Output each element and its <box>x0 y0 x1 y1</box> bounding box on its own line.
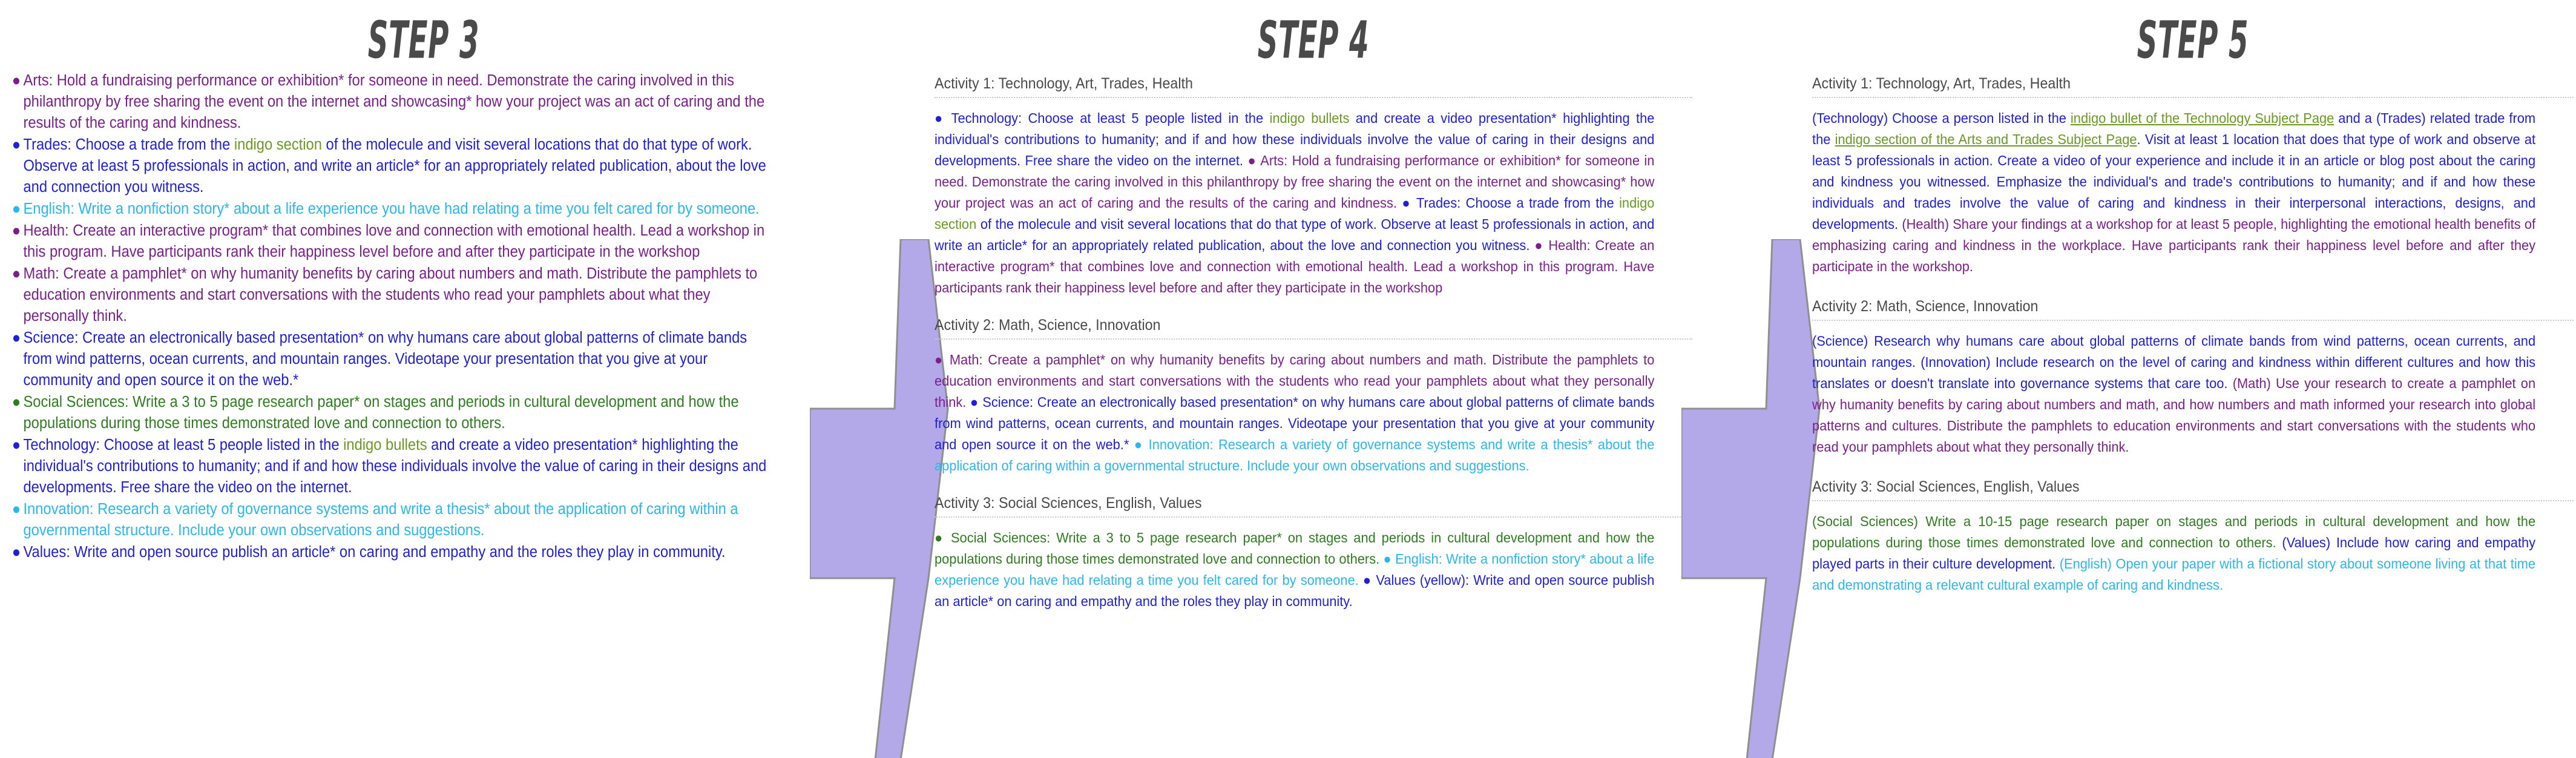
text-run: English: Write a nonfiction story* about a life experience you have had relating a time you felt cared for by someone. <box>935 551 1655 588</box>
activity-paragraph <box>1812 331 2535 458</box>
step-3-bullet-list <box>0 70 847 563</box>
activity-block <box>1812 478 2574 596</box>
text-run: ● <box>935 352 950 367</box>
text-run: ● <box>1534 237 1549 253</box>
text-run: Trades: Choose a trade from the <box>1416 195 1620 211</box>
bullet-icon: ● <box>12 501 21 518</box>
text-run: Innovation: Research a variety of governance systems and write a thesis* about the application of caring within a governmental structure. Include your own observations and suggestions. <box>23 501 738 539</box>
text-run: . Visit at least 1 location that does that type of work and observe at least 5 professionals in action. Create a video of your experience and include it in an article or blog post about the caring and kindness you witnessed. Emphasize the individual's and trade's contributions to humanity; and if and how these individuals and trades involve the value of caring and kindness in their interpersonal interactions, designs, and developments. <box>1812 131 2536 232</box>
text-run: Values: Write and open source publish an article* on caring and empathy and the roles they play in community. <box>23 544 726 561</box>
bullet-icon: ● <box>12 136 21 153</box>
text-run[interactable]: indigo section of the Arts and Trades Subject Page <box>1835 131 2137 147</box>
text-run: Science: Create an electronically based presentation* on why humans care about global patterns of climate bands from wind patterns, ocean currents, and mountain ranges. Videotape your presentation that you give at your community and open source it on the web.* <box>935 394 1655 452</box>
activity-heading: Activity 3: Social Sciences, English, Values <box>1812 478 2080 495</box>
activity-paragraph <box>935 108 1654 298</box>
bullet-icon: ● <box>12 200 21 217</box>
text-run: and create a video presentation* highlighting the individual's contributions to humanity; and if and how these individuals involve the value of caring in their designs and developments. Free share the video on the internet. <box>23 437 767 496</box>
step-3-title: STEP 3 <box>367 10 480 70</box>
activity-block <box>935 495 1692 612</box>
step-5-activities <box>1810 75 2576 596</box>
text-run: of the molecule and visit several locations that do that type of work. Observe at least 5 professionals in action, and write an article* for an appropriately related publication, about the love and connection you witness. <box>935 216 1655 253</box>
text-run: ● <box>1362 572 1376 588</box>
text-run: ● <box>935 530 951 545</box>
step-3-bullet <box>11 263 779 327</box>
activity-paragraph <box>1812 108 2535 277</box>
activity-block <box>935 75 1692 298</box>
step-3-bullet <box>11 199 779 220</box>
text-run: ● <box>935 110 951 126</box>
text-run: ● <box>1134 437 1149 452</box>
bullet-icon: ● <box>12 265 21 282</box>
step-3-bullet <box>11 542 779 563</box>
step-4-title: STEP 4 <box>1257 10 1370 70</box>
text-run: English: Write a nonfiction story* about a life experience you have had relating a time you felt cared for by someone. <box>23 200 760 217</box>
text-run: ● <box>970 394 983 410</box>
activity-divider <box>935 516 1692 518</box>
text-run: (Social Sciences) Write a 10-15 page research paper on stages and periods in cultural development and how the populations during those times demonstrated love and connection to others. <box>1812 513 2536 550</box>
activity-block <box>1812 75 2574 277</box>
text-run: Social Sciences: Write a 3 to 5 page research paper* on stages and periods in cultural development and how the populations during those times demonstrated love and connection to others. <box>935 530 1655 567</box>
arrow-step4-to-step5 <box>1681 239 1821 758</box>
activity-paragraph <box>1812 511 2535 596</box>
text-run: Science: Create an electronically based presentation* on why humans care about global patterns of climate bands from wind patterns, ocean currents, and mountain ranges. Videotape your presentation that you give at your community and open source it on the web.* <box>23 329 748 389</box>
text-run: of the molecule and visit several locations that do that type of work. Observe at least 5 professionals in action, and write an article* for an appropriately related publication, about the love and connection you witness. <box>23 136 766 196</box>
activity-heading: Activity 2: Math, Science, Innovation <box>1812 298 2039 315</box>
text-run: indigo section <box>935 195 1655 232</box>
activity-divider <box>935 338 1692 340</box>
text-run: ● <box>1247 153 1261 168</box>
activity-heading: Activity 3: Social Sciences, English, Values <box>935 495 1202 512</box>
step-3-column <box>0 0 847 758</box>
text-run: indigo section <box>234 136 322 153</box>
bullet-icon: ● <box>12 544 21 561</box>
activity-heading: Activity 1: Technology, Art, Trades, Health <box>1812 75 2071 92</box>
bullet-icon: ● <box>12 329 21 346</box>
text-run: Social Sciences: Write a 3 to 5 page research paper* on stages and periods in cultural development and how the populations during those times demonstrated love and connection to others. <box>23 394 739 432</box>
step-5-title: STEP 5 <box>2137 10 2249 70</box>
text-run: Technology: Choose at least 5 people listed in the <box>951 110 1270 126</box>
step-3-bullet <box>11 328 779 391</box>
text-run: (Health) Share your findings at a workshop for at least 5 people, highlighting the emotional health benefits of emphasizing caring and kindness in the workplace. Have participants rank their happiness level before and after they participate in the workshop. <box>1812 216 2536 274</box>
step-3-bullet <box>11 220 779 263</box>
text-run: (Math) Use your research to create a pamphlet on why humanity benefits by caring about numbers and math, and how numbers and math informed your research into global patterns and cultures. Distribute the pamphlets to education environments and start conversations with the students who read your pamphlets about what they personally think. <box>1812 375 2536 455</box>
activity-paragraph <box>935 349 1654 476</box>
text-run: and create a video presentation* highlighting the individual's contributions to humanity; and if and how these individuals involve the value of caring in their designs and developments. Free share the video on the internet. <box>935 110 1655 168</box>
activity-block <box>935 317 1692 476</box>
text-run: indigo bullets <box>343 437 427 453</box>
bullet-icon: ● <box>12 222 21 239</box>
step-5-column <box>1810 0 2576 758</box>
text-run: Math: Create a pamphlet* on why humanity benefits by caring about numbers and math. Distribute the pamphlets to education environments and start conversations with the students who read your pamphlets about what they personally think. <box>23 265 758 325</box>
step-3-bullet <box>11 134 779 198</box>
activity-heading: Activity 2: Math, Science, Innovation <box>935 317 1161 334</box>
text-run: Math: Create a pamphlet* on why humanity benefits by caring about numbers and math. Distribute the pamphlets to education environments and start conversations with the students who read your pamphlets about what they personally think. <box>935 352 1655 410</box>
text-run: Arts: Hold a fundraising performance or exhibition* for someone in need. Demonstrate the caring involved in this philanthropy by free sharing the event on the internet and showcasing* how your project was an act of caring and the results of the caring and kindness. <box>23 72 765 131</box>
text-run: ● <box>1402 195 1416 211</box>
text-run: (Values) Include how caring and empathy played parts in their culture development. <box>1812 535 2536 572</box>
activity-heading: Activity 1: Technology, Art, Trades, Health <box>935 75 1193 92</box>
text-run: (English) Open your paper with a fictional story about someone living at that time and demonstrating a relevant cultural example of caring and kindness. <box>1812 556 2536 593</box>
step-3-bullet <box>11 70 779 134</box>
text-run: Trades: Choose a trade from the <box>23 136 234 153</box>
text-run: Technology: Choose at least 5 people listed in the <box>23 437 344 453</box>
activity-divider <box>1812 97 2574 98</box>
bullet-icon: ● <box>12 437 21 453</box>
arrow-step3-to-step4 <box>810 239 949 758</box>
bullet-icon: ● <box>12 72 21 89</box>
step-3-bullet <box>11 499 779 541</box>
step-3-bullet <box>11 392 779 434</box>
text-run: Arts: Hold a fundraising performance or exhibition* for someone in need. Demonstrate the caring involved in this philanthropy by free sharing the event on the internet and showcasing* how your project was an act of caring and the results of the caring and kindness. <box>935 153 1655 211</box>
text-run: (Technology) Choose a person listed in the <box>1812 110 2071 126</box>
text-run: Values (yellow): Write and open source publish an article* on caring and empathy and the roles they play in community. <box>935 572 1655 609</box>
text-run: Health: Create an interactive program* that combines love and connection with emotional health. Lead a workshop in this program. Have participants rank their happiness level before and after they participate in the workshop <box>935 237 1655 295</box>
text-run: Health: Create an interactive program* that combines love and connection with emotional health. Lead a workshop in this program. Have participants rank their happiness level before and after they participate in the workshop <box>23 222 765 260</box>
text-run: Innovation: Research a variety of governance systems and write a thesis* about the application of caring within a governmental structure. Include your own observations and suggestions. <box>935 437 1655 473</box>
activity-divider <box>1812 320 2574 321</box>
activity-divider <box>935 97 1692 98</box>
bullet-icon: ● <box>12 394 21 410</box>
step-4-column <box>932 0 1695 758</box>
step-4-activities <box>932 75 1695 612</box>
text-run: ● <box>1383 551 1396 567</box>
text-run: and a (Trades) related trade from the <box>1812 110 2536 147</box>
activity-paragraph <box>935 527 1654 612</box>
step-3-bullet <box>11 435 779 498</box>
activity-block <box>1812 298 2574 458</box>
text-run[interactable]: indigo bullet of the Technology Subject Page <box>2070 110 2334 126</box>
activity-divider <box>1812 500 2574 501</box>
text-run: (Science) Research why humans care about global patterns of climate bands from wind patterns, ocean currents, and mountain ranges. (Innovation) Include research on the level of caring and kindness within different cultures and how this translates or doesn't translate into governance systems that care too. <box>1812 333 2536 391</box>
text-run: indigo bullets <box>1269 110 1350 126</box>
